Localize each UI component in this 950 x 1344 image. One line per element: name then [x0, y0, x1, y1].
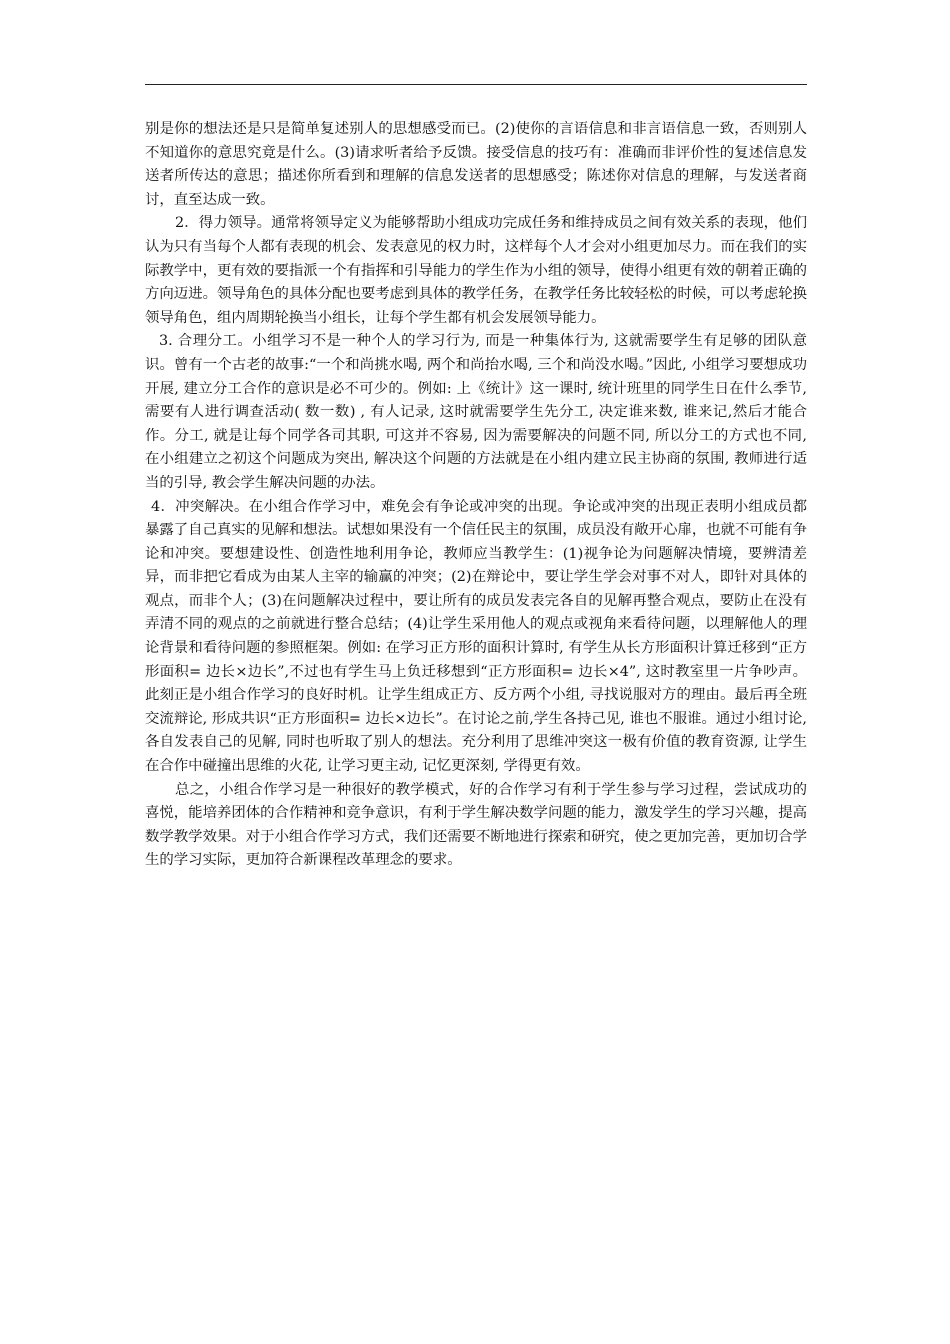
paragraph-communication-skills: 别是你的想法还是只是简单复述别人的思想感受而已。(2)使你的言语信息和非言语信息一致，否则别人不知道你的意思究竟是什么。(3)请求听者给予反馈。接受信息的技巧有：准确而非评价性的复述信息发送者所传达的意思；描述你所看到和理解的信息发送者的思想感受；陈述你对信息的理解，与发送者商讨，直至达成一致。	[145, 121, 807, 208]
paragraph-conclusion: 总之，小组合作学习是一种很好的教学模式，好的合作学习有利于学生参与学习过程，尝试成功的喜悦，能培养团体的合作精神和竞争意识，有利于学生解决数学问题的能力，激发学生的学习兴趣，提高数学教学效果。对于小组合作学习方式，我们还需要不断地进行探索和研究，使之更加完善，更加切合学生的学习实际，更加符合新课程改革理念的要求。	[145, 781, 807, 869]
paragraph-division-of-labor: 3. 合理分工。小组学习不是一种个人的学习行为, 而是一种集体行为, 这就需要学生有足够的团队意识。曾有一个古老的故事:“一个和尚挑水喝, 两个和尚抬水喝, 三个和尚没水喝。”因此, 小组学习要想成功开展, 建立分工合作的意识是必不可少的。例如: 上《统计》这一课时, 统计班里的同学生日在什么季节, 需要有人进行调查活动( 数一数) , 有人记录, 这时就需要学生先分工, 决定谁来数, 谁来记,然后才能合作。分工, 就是让每个同学各司其职, 可这并不容易, 因为需要解决的问题不同, 所以分工的方式也不同, 在小组建立之初这个问题成为突出, 解决这个问题的方法就是在小组内建立民主协商的氛围, 教师进行适当的引导, 教会学生解决问题的办法。	[145, 333, 807, 491]
header-rule	[145, 84, 807, 85]
paragraph-leadership: 2．得力领导。通常将领导定义为能够帮助小组成功完成任务和维持成员之间有效关系的表现，他们认为只有当每个人都有表现的机会、发表意见的权力时，这样每个人才会对小组更加尽力。而在我们的实际教学中，更有效的要指派一个有指挥和引导能力的学生作为小组的领导，使得小组更有效的朝着正确的方向迈进。领导角色的具体分配也要考虑到具体的教学任务，在教学任务比较轻松的时候，可以考虑轮换领导角色，组内周期轮换当小组长，让每个学生都有机会发展领导能力。	[145, 215, 807, 326]
document-body	[145, 118, 807, 873]
paragraph-conflict-resolution: 4．冲突解决。在小组合作学习中，难免会有争论或冲突的出现。争论或冲突的出现正表明小组成员都暴露了自己真实的见解和想法。试想如果没有一个信任民主的氛围，成员没有敞开心扉，也就不可能有争论和冲突。要想建设性、创造性地利用争论，教师应当教学生：(1)视争论为问题解决情境，要辨清差异，而非把它看成为由某人主宰的输赢的冲突；(2)在辩论中，要让学生学会对事不对人，即针对具体的观点，而非个人；(3)在问题解决过程中，要让所有的成员发表完各自的见解再整合观点，要防止在没有弄清不同的观点的之前就进行整合总结；(4)让学生采用他人的观点或视角来看待问题，以理解他人的理论背景和看待问题的参照框架。例如: 在学习正方形的面积计算时, 有学生从长方形面积计算迁移到“正方形面积= 边长×边长”,不过也有学生马上负迁移想到“正方形面积= 边长×4”, 这时教室里一片争吵声。此刻正是小组合作学习的良好时机。让学生组成正方、反方两个小组, 寻找说服对方的理由。最后再全班交流辩论, 形成共识“正方形面积= 边长×边长”。在讨论之前,学生各持己见, 谁也不服谁。通过小组讨论, 各自发表自己的见解, 同时也听取了别人的想法。充分利用了思维冲突这一极有价值的教育资源, 让学生在合作中碰撞出思维的火花, 让学习更主动, 记忆更深刻, 学得更有效。	[145, 498, 807, 775]
